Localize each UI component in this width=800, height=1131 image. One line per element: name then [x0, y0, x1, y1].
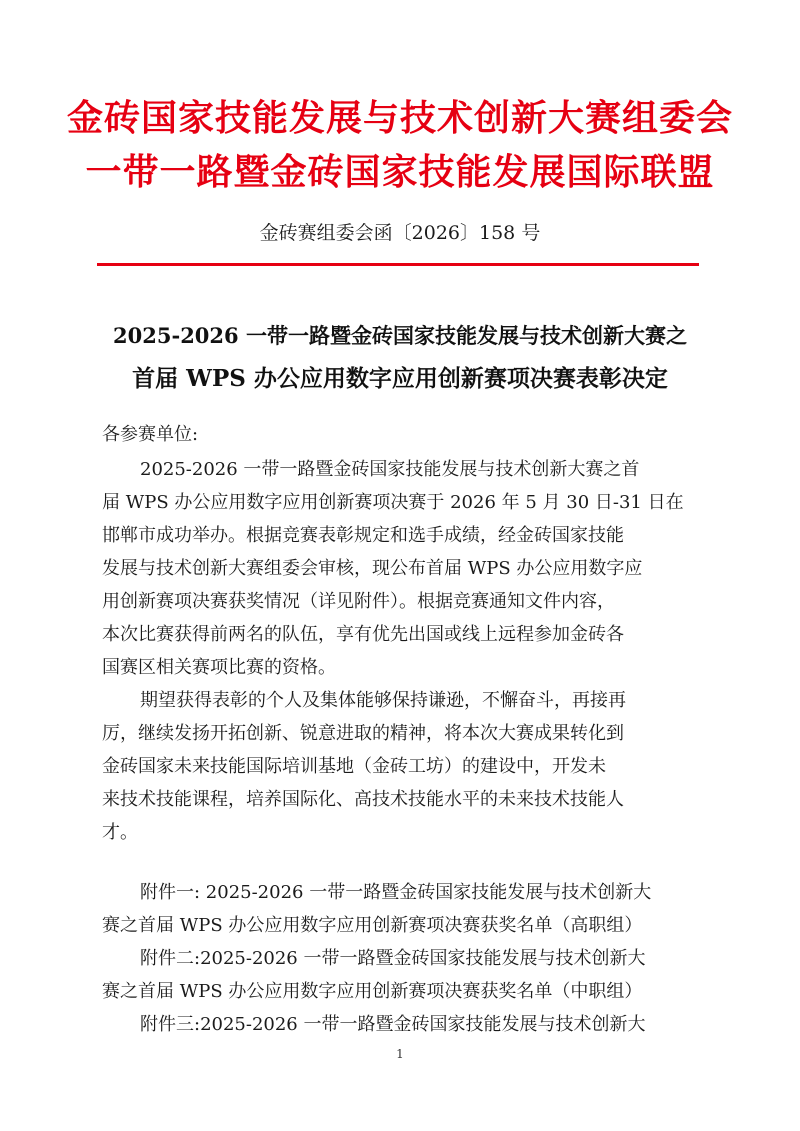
paragraph-1-line: 用创新赛项决赛获奖情况（详见附件）。根据竞赛通知文件内容， [102, 591, 615, 612]
attachment-1-line-2: 赛之首届 WPS 办公应用数字应用创新赛项决赛获奖名单（高职组） [102, 915, 643, 936]
document-number: 金砖赛组委会函〔2026〕158 号 [259, 222, 541, 244]
paragraph-1-line: 本次比赛获得前两名的队伍，享有优先出国或线上远程参加金砖各 [102, 624, 624, 645]
paragraph-2-line: 金砖国家未来技能国际培训基地（金砖工坊）的建设中，开发未 [102, 756, 606, 777]
paragraph-2-line: 才。 [102, 822, 138, 843]
document-title-line-2: 首届 WPS 办公应用数字应用创新赛项决赛表彰决定 [132, 365, 668, 392]
page-number: 1 [396, 1047, 404, 1061]
attachment-1-line-1: 附件一: 2025-2026 一带一路暨金砖国家技能发展与技术创新大 [140, 882, 652, 903]
salutation: 各参赛单位: [102, 424, 199, 445]
attachment-3-line-1: 附件三:2025-2026 一带一路暨金砖国家技能发展与技术创新大 [140, 1014, 646, 1035]
paragraph-2-line: 厉，继续发扬开拓创新、锐意进取的精神，将本次大赛成果转化到 [102, 723, 624, 744]
paragraph-1-line: 发展与技术创新大赛组委会审核，现公布首届 WPS 办公应用数字应 [102, 558, 643, 579]
paragraph-1-line: 国赛区相关赛项比赛的资格。 [102, 657, 336, 678]
attachment-2-line-2: 赛之首届 WPS 办公应用数字应用创新赛项决赛获奖名单（中职组） [102, 981, 643, 1002]
attachment-2-line-1: 附件二:2025-2026 一带一路暨金砖国家技能发展与技术创新大 [140, 948, 646, 969]
issuer-header-line-1: 金砖国家技能发展与技术创新大赛组委会 [66, 98, 733, 139]
paragraph-1-line: 邯郸市成功举办。根据竞赛表彰规定和选手成绩，经金砖国家技能 [102, 525, 624, 546]
paragraph-1-line: 届 WPS 办公应用数字应用创新赛项决赛于 2026 年 5 月 30 日-31 日在 [102, 492, 684, 513]
paragraph-2-line: 期望获得表彰的个人及集体能够保持谦逊，不懈奋斗，再接再 [140, 690, 626, 711]
issuer-header-line-2: 一带一路暨金砖国家技能发展国际联盟 [85, 152, 715, 193]
red-divider-rule [97, 263, 699, 266]
document-title-line-1: 2025-2026 一带一路暨金砖国家技能发展与技术创新大赛之 [113, 323, 687, 348]
paragraph-1-line: 2025-2026 一带一路暨金砖国家技能发展与技术创新大赛之首 [140, 459, 640, 480]
paragraph-2-line: 来技术技能课程，培养国际化、高技术技能水平的未来技术技能人 [102, 789, 624, 810]
